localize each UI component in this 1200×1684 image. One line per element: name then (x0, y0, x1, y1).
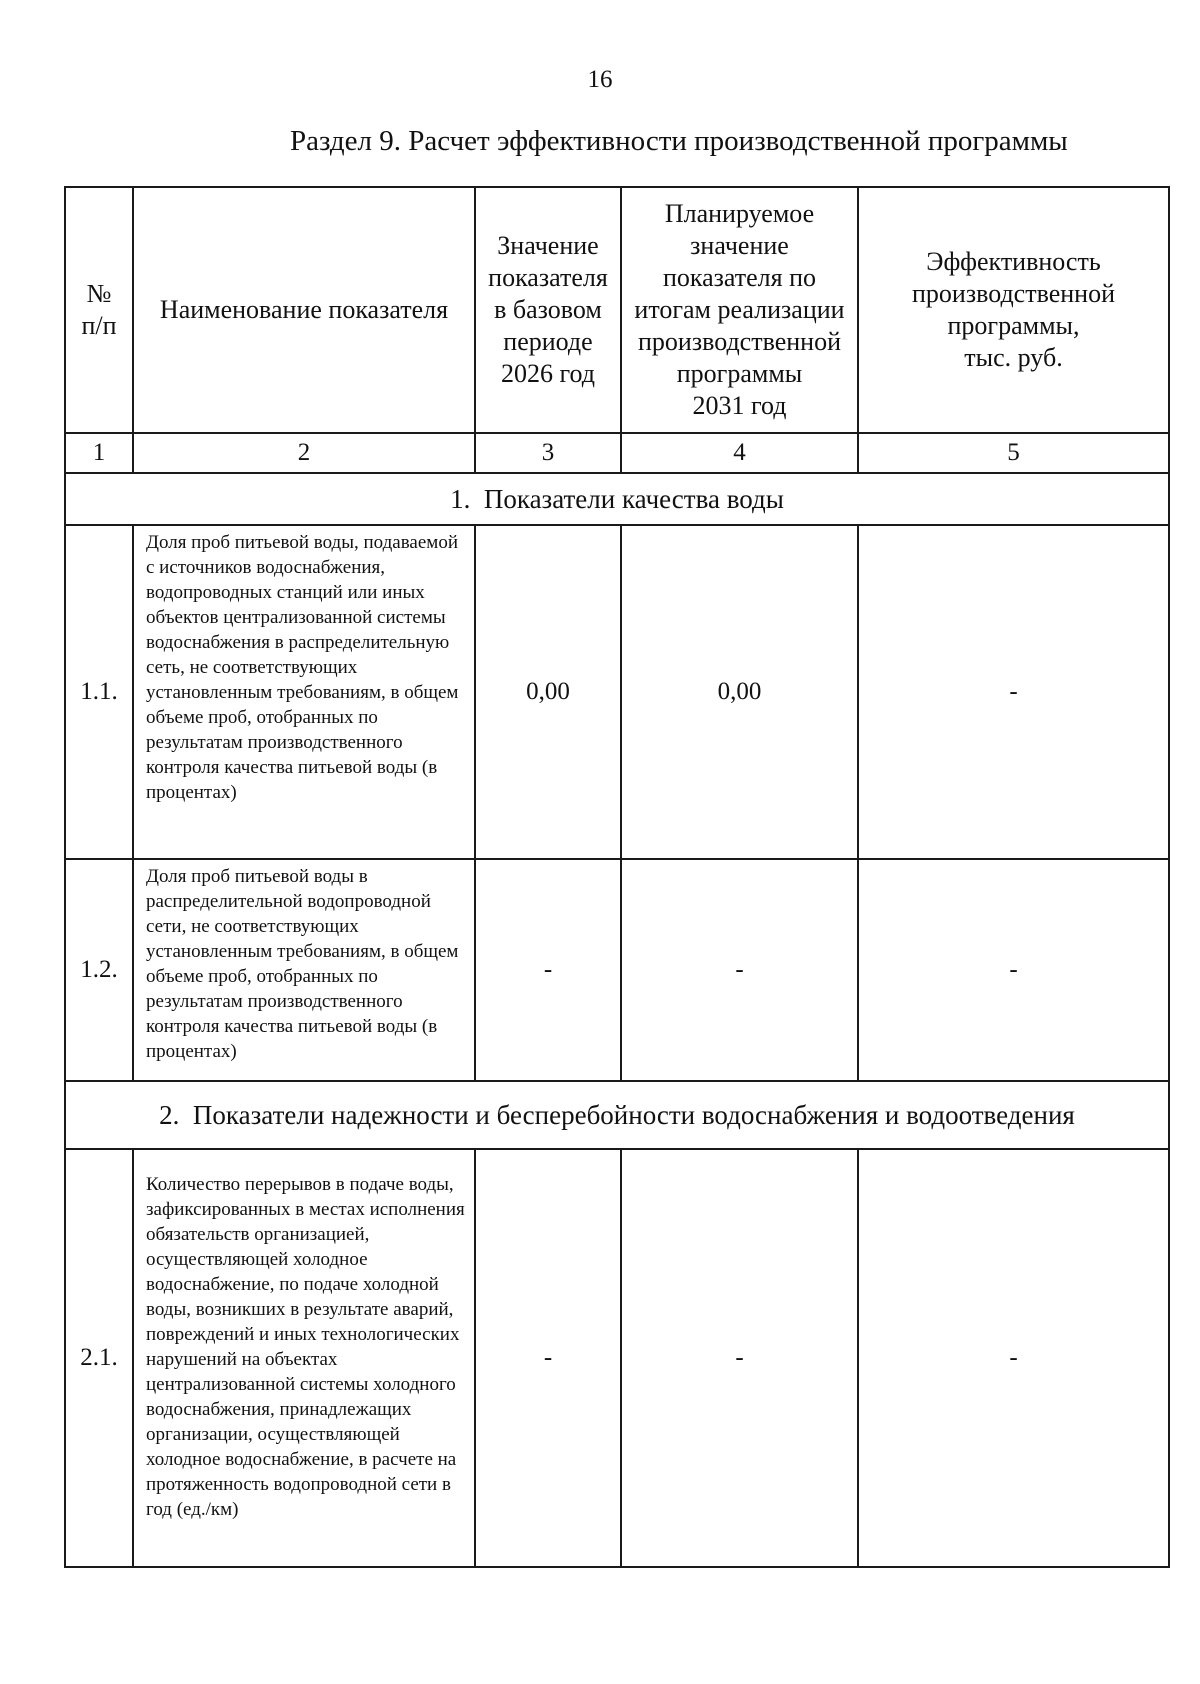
indicator-name: Количество перерывов в подаче воды, зафиксированных в местах исполнения обязательств организацией, осуществляющей холодное водоснабжение, по подаче холодной воды, возникших в результате аварий, повреждений и иных технологических нарушений на объектах централизованной системы холодного водоснабжения, принадлежащих организации, осуществляющей холодное водоснабжение, в расчете на протяженность водопроводной сети в год (ед./км) (133, 1149, 475, 1567)
base-value: - (475, 859, 621, 1081)
section-row (65, 1081, 1169, 1149)
table-row (65, 525, 1169, 859)
column-number: 3 (475, 433, 621, 473)
column-number: 2 (133, 433, 475, 473)
column-number: 5 (858, 433, 1169, 473)
section-title: Раздел 9. Расчет эффективности производственной программы (290, 125, 1068, 157)
row-number: 1.1. (65, 525, 133, 859)
efficiency-value: - (858, 859, 1169, 1081)
page-number: 16 (587, 66, 613, 93)
efficiency-value: - (858, 525, 1169, 859)
planned-value: 0,00 (621, 525, 858, 859)
header-name: Наименование показателя (133, 187, 475, 433)
indicator-name: Доля проб питьевой воды, подаваемой с источников водоснабжения, водопроводных станций или иных объектов централизованной системы водоснабжения в распределительную сеть, не соответствующих установленным требованиям, в общем объеме проб, отобранных по результатам производственного контроля качества питьевой воды (в процентах) (133, 525, 475, 859)
section-heading: 2. Показатели надежности и бесперебойности водоснабжения и водоотведения (65, 1081, 1169, 1149)
header-row (65, 187, 1169, 433)
row-number: 1.2. (65, 859, 133, 1081)
planned-value: - (621, 859, 858, 1081)
header-base-value: Значение показателя в базовом периоде 2026 год (475, 187, 621, 433)
header-efficiency: Эффективность производственной программы, тыс. руб. (858, 187, 1169, 433)
table-row (65, 1149, 1169, 1567)
column-number: 1 (65, 433, 133, 473)
header-num: № п/п (65, 187, 133, 433)
row-number: 2.1. (65, 1149, 133, 1567)
column-number-row (65, 433, 1169, 473)
header-planned-value: Планируемое значение показателя по итогам реализации производственной программы 2031 год (621, 187, 858, 433)
efficiency-table (64, 186, 1170, 1568)
indicator-name: Доля проб питьевой воды в распределительной водопроводной сети, не соответствующих установленным требованиям, в общем объеме проб, отобранных по результатам производственного контроля качества питьевой воды (в процентах) (133, 859, 475, 1081)
section-row (65, 473, 1169, 525)
column-number: 4 (621, 433, 858, 473)
base-value: 0,00 (475, 525, 621, 859)
section-heading: 1. Показатели качества воды (65, 473, 1169, 525)
efficiency-value: - (858, 1149, 1169, 1567)
table-row (65, 859, 1169, 1081)
planned-value: - (621, 1149, 858, 1567)
base-value: - (475, 1149, 621, 1567)
